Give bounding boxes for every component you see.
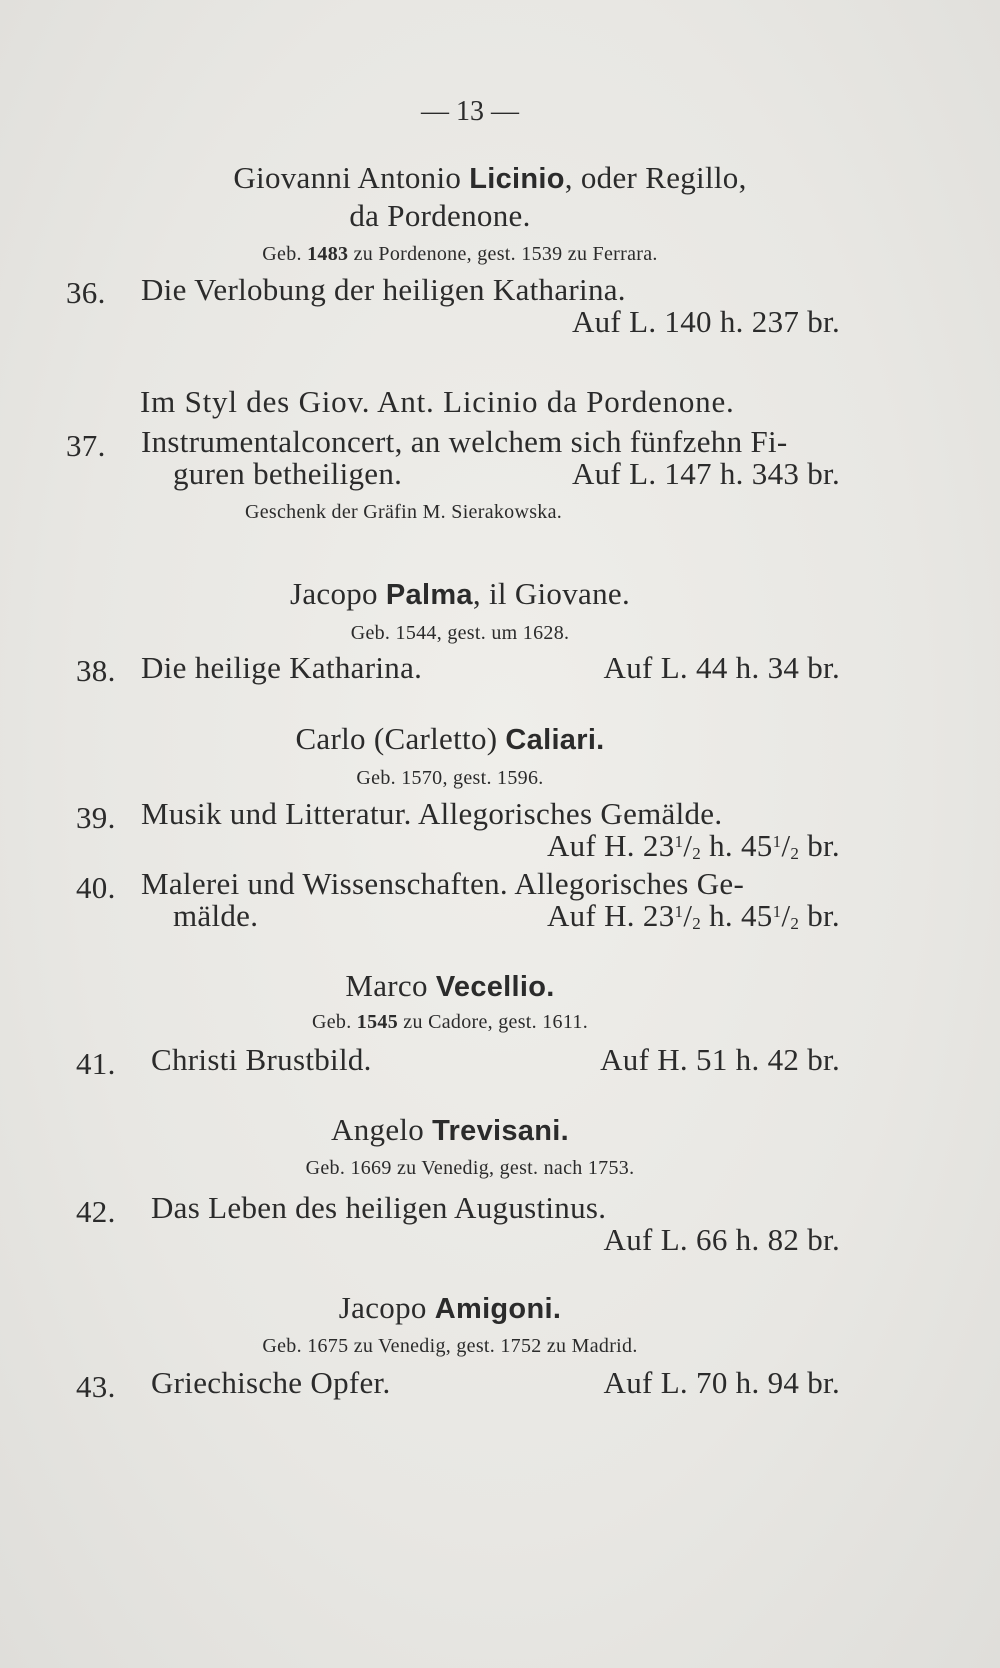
entry-number: 36. [66, 275, 106, 310]
entry-title: Musik und Litteratur. Allegorisches Gemälde. [141, 796, 723, 831]
artist-surname: Caliari. [505, 724, 605, 756]
entry-dimensions: Auf H. $23^1/2$ h. $45^1/2$ br. [546, 828, 840, 863]
artist-surname: Amigoni. [434, 1293, 562, 1325]
artist-surname: Palma [385, 579, 473, 611]
dims-unit: br. [799, 828, 840, 863]
bio-birth-year: 1545 [356, 1011, 398, 1033]
entry-dimensions: Auf L. 44 h. 34 br. [603, 650, 840, 685]
entry-number: 41. [76, 1046, 116, 1081]
entry-dimensions: Auf L. 70 h. 94 br. [603, 1365, 840, 1400]
artist-heading-vecellio [120, 970, 780, 1002]
artist-heading-line2: da Pordenone. [349, 198, 531, 233]
artist-bio: Geb. 1669 zu Venedig, gest. nach 1753. [305, 1157, 635, 1179]
entry-title: Griechische Opfer. [151, 1365, 391, 1400]
entry-number: 38. [76, 653, 116, 688]
artist-heading-amigoni [120, 1292, 780, 1324]
dims-height-part: h. 45 [701, 828, 773, 863]
artist-bio: Geb. 1544, gest. um 1628. [350, 622, 570, 644]
bio-geb: Geb. [262, 243, 308, 265]
artist-heading-prefix: Giovanni Antonio [233, 160, 470, 195]
entry-number: 40. [76, 870, 116, 905]
artist-surname: Licinio [469, 163, 565, 195]
fraction-numerator: 1 [772, 832, 782, 851]
fraction-denominator: 2 [790, 844, 800, 863]
dims-unit: br. [799, 898, 840, 933]
entry-dimensions: Auf H. $23^1/2$ h. $45^1/2$ br. [546, 898, 840, 933]
bio-rest: zu Cadore, gest. 1611. [398, 1011, 589, 1033]
bio-end: zu Ferrara. [562, 243, 658, 265]
bio-death-year: 1539 [521, 243, 563, 265]
page-number: — 13 — [421, 96, 519, 127]
artist-heading-caliari [120, 723, 780, 755]
artist-heading-suffix: , oder Regillo, [564, 160, 747, 195]
dims-width-part: Auf H. 23 [546, 898, 675, 933]
entry-number: 42. [76, 1194, 116, 1229]
artist-bio [120, 1012, 780, 1032]
artist-heading-licinio [120, 162, 860, 194]
artist-surname: Trevisani. [432, 1115, 569, 1147]
artist-heading-prefix: Marco [345, 968, 436, 1003]
artist-bio [120, 244, 800, 264]
provenance-note: Geschenk der Gräfin M. Sierakowska. [245, 501, 563, 523]
entry-title-continued: mälde. [173, 898, 259, 933]
artist-surname: Vecellio. [435, 971, 555, 1003]
artist-heading-trevisani [120, 1114, 780, 1146]
bio-middle: zu Pordenone, gest. [348, 243, 522, 265]
fraction-denominator: 2 [692, 844, 702, 863]
entry-title: Die heilige Katharina. [141, 650, 423, 685]
entry-title: Das Leben des heiligen Augustinus. [151, 1190, 607, 1225]
artist-heading-palma [120, 578, 800, 610]
artist-heading-prefix: Jacopo [338, 1290, 435, 1325]
fraction-denominator: 2 [790, 914, 800, 933]
artist-heading-suffix: , il Giovane. [472, 576, 631, 611]
artist-bio: Geb. 1675 zu Venedig, gest. 1752 zu Madrid. [262, 1335, 638, 1357]
entry-dimensions: Auf L. 147 h. 343 br. [571, 456, 840, 491]
bio-geb: Geb. [311, 1011, 357, 1033]
entry-dimensions: Auf L. 140 h. 237 br. [571, 304, 840, 339]
dims-height-part: h. 45 [701, 898, 773, 933]
fraction-numerator: 1 [772, 902, 782, 921]
bio-birth-year: 1483 [307, 243, 349, 265]
entry-title: Die Verlobung der heiligen Katharina. [141, 272, 626, 307]
dims-width-part: Auf H. 23 [546, 828, 675, 863]
entry-dimensions: Auf L. 66 h. 82 br. [603, 1222, 840, 1257]
fraction-numerator: 1 [674, 902, 684, 921]
entry-title: Malerei und Wissenschaften. Allegorisches Ge- [141, 866, 745, 901]
fraction-denominator: 2 [692, 914, 702, 933]
entry-number: 43. [76, 1369, 116, 1404]
artist-heading-prefix: Carlo (Carletto) [295, 721, 506, 756]
entry-number: 39. [76, 800, 116, 835]
artist-bio: Geb. 1570, gest. 1596. [356, 767, 544, 789]
entry-title: Instrumentalconcert, an welchem sich fünfzehn Fi- [141, 424, 788, 459]
entry-number: 37. [66, 428, 106, 463]
entry-title-continued: guren betheiligen. [173, 456, 403, 491]
entry-dimensions: Auf H. 51 h. 42 br. [600, 1042, 840, 1077]
artist-heading-prefix: Jacopo [289, 576, 386, 611]
artist-heading-prefix: Angelo [331, 1112, 433, 1147]
fraction-numerator: 1 [674, 832, 684, 851]
entry-title: Christi Brustbild. [151, 1042, 372, 1077]
style-heading: Im Styl des Giov. Ant. Licinio da Pordenone. [140, 384, 735, 419]
